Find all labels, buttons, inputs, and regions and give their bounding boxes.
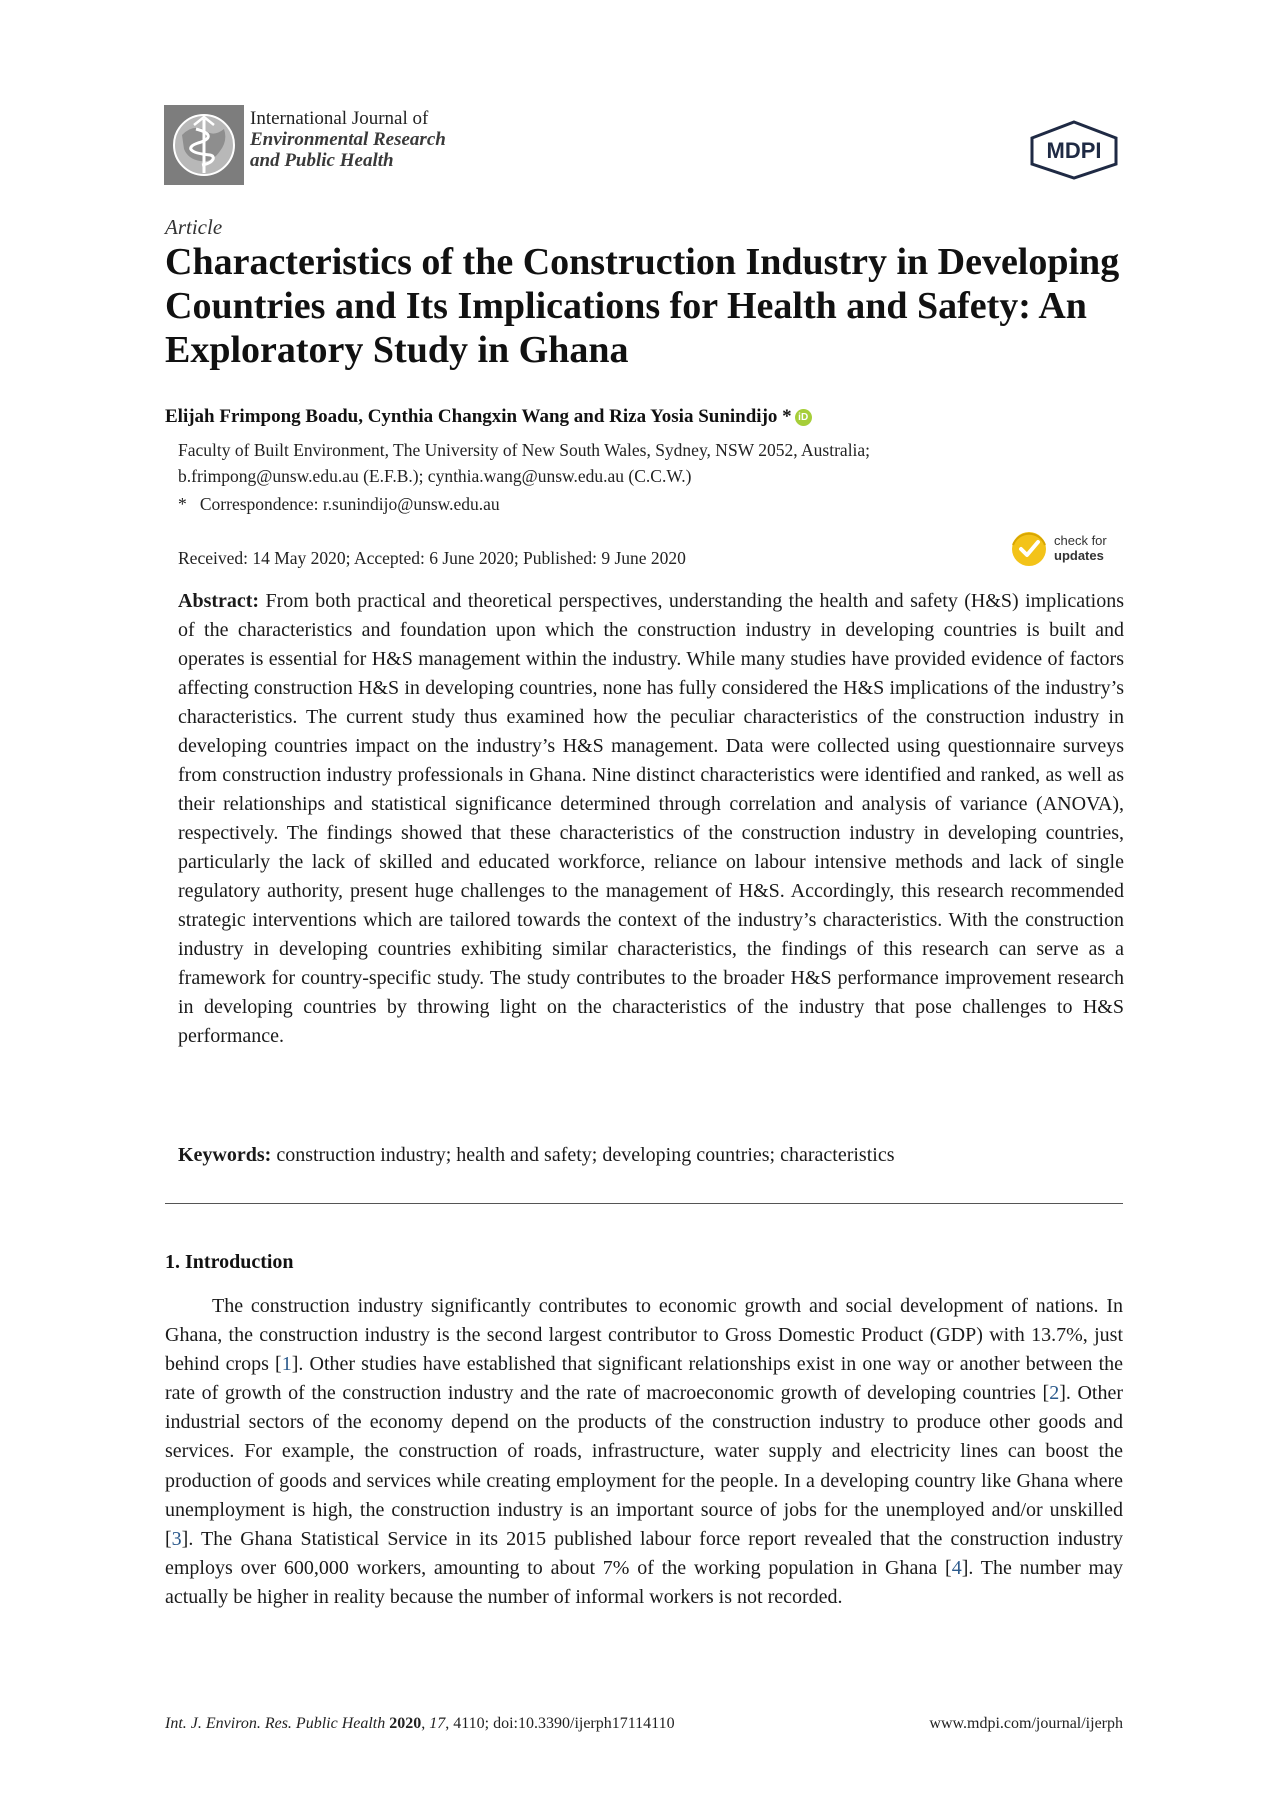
journal-name-line3: and Public Health bbox=[250, 150, 394, 171]
intro-text-3: ]. Other industrial sectors of the economy depend on the products of the construction industry to produce other goods and services. For example, the construction of roads, infrastructure, water supply and electricity lines can boost the production of goods and services while creating employment for the people. In a developing country like Ghana where unemployment is high, the construction industry is an important source of jobs for the unemployed and/or unskilled [ bbox=[165, 1382, 1123, 1550]
citation-link-3[interactable]: 3 bbox=[171, 1527, 182, 1550]
citation-link-2[interactable]: 2 bbox=[1049, 1382, 1060, 1405]
article-type: Article bbox=[165, 215, 223, 239]
keywords-label: Keywords: bbox=[178, 1144, 272, 1166]
check-updates-icon bbox=[1010, 530, 1048, 568]
footer-journal: Int. J. Environ. Res. Public Health bbox=[165, 1715, 386, 1732]
paper-title: Characteristics of the Construction Industry in Developing Countries and Its Implications for Health and Safety: An Exploratory Study in Ghana bbox=[165, 241, 1120, 371]
footer-doi[interactable]: , 4110; doi:10.3390/ijerph17114110 bbox=[445, 1715, 675, 1732]
abstract bbox=[178, 587, 1124, 1051]
check-updates-line2: updates bbox=[1054, 548, 1104, 563]
affiliation-line1: Faculty of Built Environment, The University of New South Wales, Sydney, NSW 2052, Australia; bbox=[178, 440, 871, 460]
orcid-icon[interactable]: iD bbox=[795, 409, 812, 426]
journal-name-line1: International Journal of bbox=[250, 108, 429, 129]
footer-citation: Int. J. Environ. Res. Public Health 2020, 17, 4110; doi:10.3390/ijerph17114110 bbox=[165, 1715, 675, 1732]
correspondence[interactable]: * Correspondence: r.sunindijo@unsw.edu.au bbox=[178, 494, 500, 514]
intro-text-4: ]. The Ghana Statistical Service in its 2015 published labour force report revealed that the construction industry employs over 600,000 workers, amounting to about 7% of the working population in Ghana [ bbox=[165, 1527, 1123, 1579]
section-divider bbox=[165, 1203, 1123, 1204]
citation-link-4[interactable]: 4 bbox=[951, 1556, 962, 1579]
publication-dates: Received: 14 May 2020; Accepted: 6 June 2020; Published: 9 June 2020 bbox=[178, 548, 686, 568]
footer-year: 2020 bbox=[389, 1715, 422, 1732]
footer-journal-url[interactable]: www.mdpi.com/journal/ijerph bbox=[929, 1715, 1123, 1732]
journal-logo bbox=[164, 105, 244, 185]
mdpi-logo bbox=[1028, 120, 1120, 180]
intro-text-2: ]. Other studies have established that significant relationships exist in one way or another between the rate of growth of the construction industry and the rate of macroeconomic growth of developing countries [ bbox=[165, 1353, 1124, 1405]
abstract-label: Abstract: bbox=[178, 590, 260, 612]
authors-text: Elijah Frimpong Boadu, Cynthia Changxin Wang and Riza Yosia Sunindijo * bbox=[165, 406, 792, 427]
introduction-paragraph bbox=[165, 1292, 1123, 1612]
abstract-text: From both practical and theoretical perspectives, understanding the health and safety (H&S) implications of the characteristics and foundation upon which the construction industry in developing countries is built and operates is essential for H&S management within the industry. While many studies have provided evidence of factors affecting construction H&S in developing countries, none has fully considered the H&S implications of the industry’s characteristics. The current study thus examined how the peculiar characteristics of the construction industry in developing countries impact on the industry’s H&S management. Data were collected using questionnaire surveys from construction industry professionals in Ghana. Nine distinct characteristics were identified and ranked, as well as their relationships and statistical significance determined through correlation and analysis of variance (ANOVA), respectively. The findings showed that these characteristics of the construction industry in developing countries, particularly the lack of skilled and educated workforce, reliance on labour intensive methods and lack of single regulatory authority, present huge challenges to the management of H&S. Accordingly, this research recommended strategic interventions which are tailored towards the context of the industry’s characteristics. With the construction industry in developing countries exhibiting similar characteristics, the findings of this research can serve as a framework for country-specific study. The study contributes to the broader H&S performance improvement research in developing countries by throwing light on the characteristics of the industry that pose challenges to H&S performance. bbox=[178, 590, 1124, 1047]
author-list bbox=[165, 406, 812, 428]
footer-volume: 17 bbox=[429, 1715, 446, 1732]
keywords-text: construction industry; health and safety; developing countries; characteristics bbox=[276, 1144, 895, 1166]
keywords bbox=[178, 1141, 1124, 1170]
intro-text-1: The construction industry significantly contributes to economic growth and social development of nations. In Ghana, the construction industry is the second largest contributor to Gross Domestic Product (GDP) with 13.7%, just behind crops [ bbox=[165, 1295, 1123, 1376]
check-for-updates-badge[interactable] bbox=[1010, 530, 1125, 570]
mdpi-logo-text: MDPI bbox=[1046, 138, 1102, 163]
check-updates-line1: check for bbox=[1054, 533, 1107, 548]
affiliation-emails[interactable]: b.frimpong@unsw.edu.au (E.F.B.); cynthia.wang@unsw.edu.au (C.C.W.) bbox=[178, 466, 692, 486]
journal-name bbox=[250, 108, 446, 171]
intro-text-5: ]. The number may actually be higher in reality because the number of informal workers is not recorded. bbox=[165, 1556, 1123, 1608]
section-heading-introduction: 1. Introduction bbox=[165, 1251, 294, 1273]
check-updates-text bbox=[1054, 533, 1107, 563]
journal-name-line2: Environmental Research bbox=[250, 129, 446, 150]
citation-link-1[interactable]: 1 bbox=[281, 1353, 292, 1376]
